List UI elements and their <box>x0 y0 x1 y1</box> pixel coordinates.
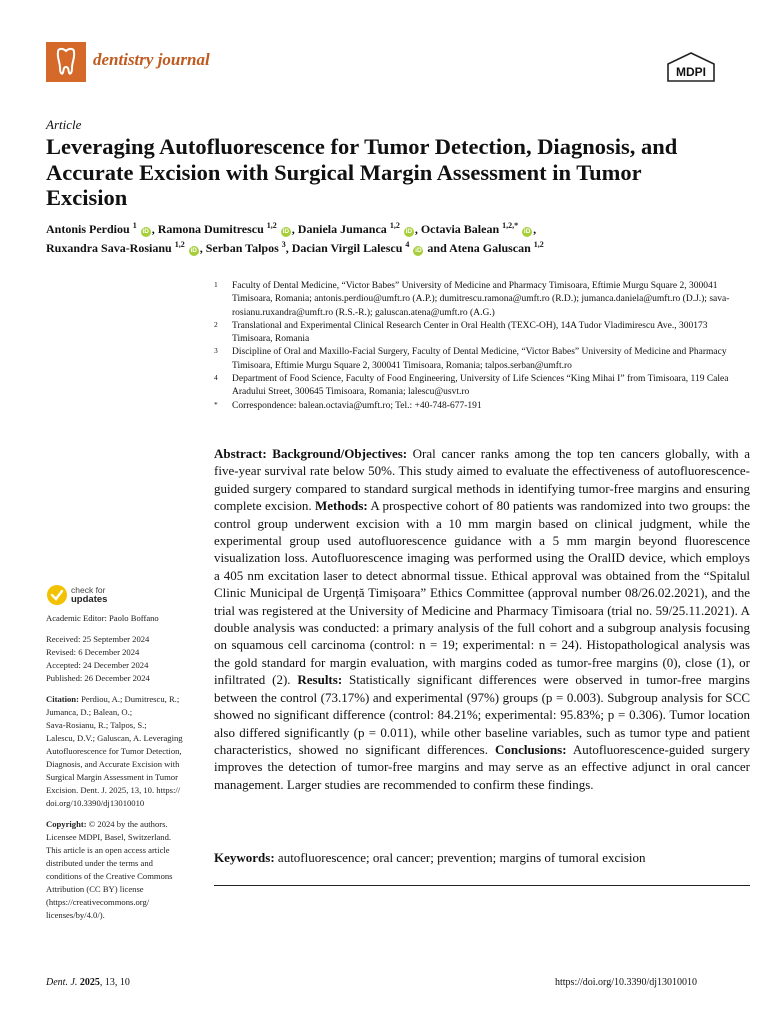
citation-line: Diagnosis, and Accurate Excision with <box>46 759 180 769</box>
abstract <box>214 445 750 793</box>
abstract-section-heading: Methods: <box>315 498 368 514</box>
citation-line <box>46 693 204 706</box>
footer-volume: , 13, 10 <box>99 977 130 988</box>
check-updates-icon <box>46 584 68 606</box>
citation-line: Jumanca, D.; Balean, O.; <box>46 707 133 717</box>
tooth-icon <box>46 42 86 82</box>
article-date: Accepted: 24 December 2024 <box>46 660 149 670</box>
copyright-line: (https://creativecommons.org/ <box>46 897 150 907</box>
affiliation-item <box>214 280 734 320</box>
affiliation-item <box>214 346 734 373</box>
abstract-section-heading: Conclusions: <box>495 741 567 757</box>
affiliation-text: Translational and Experimental Clinical Research Center in Oral Health (TEXC-OH), 14A Tudor Vladimirescu Ave., 300173 Timisoara, Romania <box>232 320 708 345</box>
orcid-icon[interactable]: iD <box>415 247 422 254</box>
citation-line: Surgical Margin Assessment in Tumor <box>46 772 178 782</box>
author-separator: , <box>533 222 537 236</box>
footer-citation <box>46 977 130 988</box>
citation-text: Perdiou, A.; Dumitrescu, R.; <box>78 694 180 704</box>
orcid-icon[interactable]: iD <box>405 228 413 235</box>
author-name[interactable]: Antonis Perdiou <box>46 222 130 236</box>
affiliation-text: Faculty of Dental Medicine, “Victor Babes” University of Medicine and Pharmacy Timisoara, Eftimie Murgu Square 2, 300041 Timisoara, Romania; antonis.perdiou@umft.ro (A.P.); dumitrescu.ramona@umft.ro (R.D.); jumanca.daniela@umft.ro (D.J.); sava-rosianu.ruxandra@umft.ro (R.S.-R.); galuscan.atena@umft.ro (A.G.) <box>232 281 730 318</box>
affiliation-number: 1 <box>214 280 218 289</box>
copyright <box>46 818 204 922</box>
publisher-logo[interactable] <box>666 52 716 82</box>
affiliation-text: Department of Food Science, Faculty of Food Engineering, University of Life Sciences “King Mihai I” from Timisoara, 119 Calea Aradului Street, 300645 Timisoara, Romania; lalescu@usvt.ro <box>232 374 729 398</box>
author-name[interactable]: Ruxandra Sava-Rosianu <box>46 241 172 255</box>
affiliation-item <box>214 400 734 413</box>
check-for-updates-badge[interactable] <box>46 584 107 606</box>
copyright-line: distributed under the terms and <box>46 858 153 868</box>
article-type: Article <box>46 117 82 132</box>
abstract-section-heading: Results: <box>297 672 343 688</box>
academic-editor: Academic Editor: Paolo Boffano <box>46 613 159 623</box>
author-separator: , <box>199 241 206 255</box>
author-affiliation-marker: 1,2 <box>174 240 185 249</box>
author-separator: , <box>291 222 298 236</box>
copyright-line: This article is an open access article <box>46 845 170 855</box>
check-updates-line2: updates <box>71 594 108 605</box>
abstract-text: Oral cancer ranks among the top ten cancers globally, with a five-year survival rate below 50%. This study aimed to evaluate the effectiveness of autofluorescence-guided surgery compared to standard surgical methods in identifying tumor-free margins and ensuring complete excision. <box>214 446 750 514</box>
author-affiliation-marker: 1 <box>132 221 137 230</box>
orcid-icon[interactable]: iD <box>190 247 197 254</box>
copyright-line: Licensee MDPI, Basel, Switzerland. <box>46 832 172 842</box>
author-separator: , <box>414 222 421 236</box>
check-updates-line1: check for <box>71 585 106 595</box>
copyright-line: licenses/by/4.0/). <box>46 910 105 920</box>
citation-line: doi.org/10.3390/dj13010010 <box>46 798 145 808</box>
citation-line: Excision. Dent. J. 2025, 13, 10. https:// <box>46 785 181 795</box>
article-title: Leveraging Autofluorescence for Tumor Detection, Diagnosis, and Accurate Excision with Surgical Margin Assessment in Tumor Excision <box>46 134 678 210</box>
keywords-text: autofluorescence; oral cancer; prevention; margins of tumoral excision <box>277 850 646 865</box>
copyright-line: conditions of the Creative Commons <box>46 871 173 881</box>
affiliation-item <box>214 373 734 400</box>
journal-logo <box>46 42 86 82</box>
copyright-label: Copyright: <box>46 819 87 829</box>
citation-label: Citation: <box>46 694 79 704</box>
author-affiliation-marker: 4 <box>405 240 410 249</box>
author-name[interactable]: Dacian Virgil Lalescu <box>291 241 403 255</box>
author-affiliation-marker: 3 <box>281 240 286 249</box>
copyright-line: Attribution (CC BY) license <box>46 884 144 894</box>
copyright-text: © 2024 by the authors. <box>86 819 168 829</box>
orcid-icon[interactable]: iD <box>523 228 531 235</box>
author-separator: , <box>151 222 158 236</box>
orcid-icon[interactable]: iD <box>142 228 149 235</box>
journal-name[interactable]: dentistry journal <box>93 50 210 69</box>
affiliation-item <box>214 320 734 347</box>
author-separator: , <box>285 241 292 255</box>
affiliation-number: 3 <box>214 346 218 356</box>
article-date: Published: 26 December 2024 <box>46 673 150 683</box>
publisher-name: MDPI <box>676 65 706 79</box>
copyright-line <box>46 818 204 831</box>
author-affiliation-marker: 1,2 <box>266 221 277 230</box>
orcid-icon[interactable]: iD <box>282 228 290 235</box>
affiliation-text: Correspondence: balean.octavia@umft.ro; Tel.: +40-748-677-191 <box>232 400 482 411</box>
article-info-sidebar <box>46 612 204 930</box>
citation-line: Lalescu, D.V.; Galuscan, A. Leveraging <box>46 733 183 743</box>
divider <box>214 885 750 886</box>
citation-line: Autofluorescence for Tumor Detection, <box>46 746 182 756</box>
footer-doi-link[interactable]: https://doi.org/10.3390/dj13010010 <box>555 977 698 988</box>
affiliations <box>214 280 734 413</box>
author-affiliation-marker: 1,2 <box>533 240 544 249</box>
citation-line: Sava-Rosianu, R.; Talpos, S.; <box>46 720 147 730</box>
author-name[interactable]: and Atena Galuscan <box>427 241 531 255</box>
affiliation-number: * <box>214 399 218 409</box>
article-dates <box>46 633 204 685</box>
article-date: Revised: 6 December 2024 <box>46 647 140 657</box>
author-name[interactable]: Daniela Jumanca <box>297 222 387 236</box>
citation <box>46 693 204 810</box>
abstract-text: Autofluorescence-guided surgery improves the detection of tumor-free margins and may serve as an effective adjunct in oral cancer management. Larger studies are recommended to confirm these findings. <box>214 741 750 792</box>
author-affiliation-marker: 1,2,* <box>502 221 519 230</box>
affiliation-text: Discipline of Oral and Maxillo-Facial Surgery, Faculty of Dental Medicine, “Victor Babes” University of Medicine and Pharmacy Timisoara, Eftimie Murgu Square 2, 300041 Timisoara, Romania; talpos.serban@umft.ro <box>232 347 727 371</box>
author-name[interactable]: Octavia Balean <box>420 222 500 236</box>
author-name[interactable]: Serban Talpos <box>205 241 279 255</box>
keywords <box>214 850 750 866</box>
abstract-label: Abstract: <box>214 446 267 461</box>
footer-journal-abbr: Dent. J. <box>46 977 78 988</box>
affiliation-number: 4 <box>214 373 218 383</box>
abstract-text: A prospective cohort of 80 patients was randomized into two groups: the control group underwent excision with a 10 mm margin based on clinical judgment, while the experimental group used autofluorescence guidance with a 5 mm margin beyond fluorescence visualization loss. Autofluorescence imaging was performed using the OralID device, which employs a 405 nm excitation laser to detect abnormal tissue. Ethical approval was obtained from the “Spitalul Clinic Municipal de Urgență Timișoara” Ethics Committee (approval number 08/26.02.2021), and the trial was registered at the University of Medicine and Pharmacy Timisoara (trial no. 59/25.11.2021). A double analysis was conducted: a primary analysis of the full cohort and a subgroup analysis focusing on squamous cell carcinoma (control: n = 19; experimental: n = 24). Histopathological analysis was the gold standard for margin evaluation, with margins coded as tumor-free margins (0), close (1), or infiltrated (2). <box>214 498 750 688</box>
affiliation-number: 2 <box>214 319 218 329</box>
footer-year: 2025 <box>79 977 100 988</box>
author-name[interactable]: Ramona Dumitrescu <box>157 222 264 236</box>
keywords-label: Keywords: <box>214 850 275 865</box>
author-affiliation-marker: 1,2 <box>389 221 400 230</box>
abstract-text: Statistically significant differences were observed in tumor-free margins between the control (73.17%) and experimental (97%) groups (p = 0.003). Subgroup analysis for SCC showed no significant difference (control: 84.21%; experimental: 95.83%; p = 0.306). Tumor location also differed significantly (p = 0.011), while other baseline variables, such as tumor type and patient characteristics, showed no significant differences. <box>214 672 750 757</box>
abstract-section-heading: Background/Objectives: <box>272 446 408 461</box>
article-date: Received: 25 September 2024 <box>46 634 150 644</box>
author-list <box>46 220 746 258</box>
